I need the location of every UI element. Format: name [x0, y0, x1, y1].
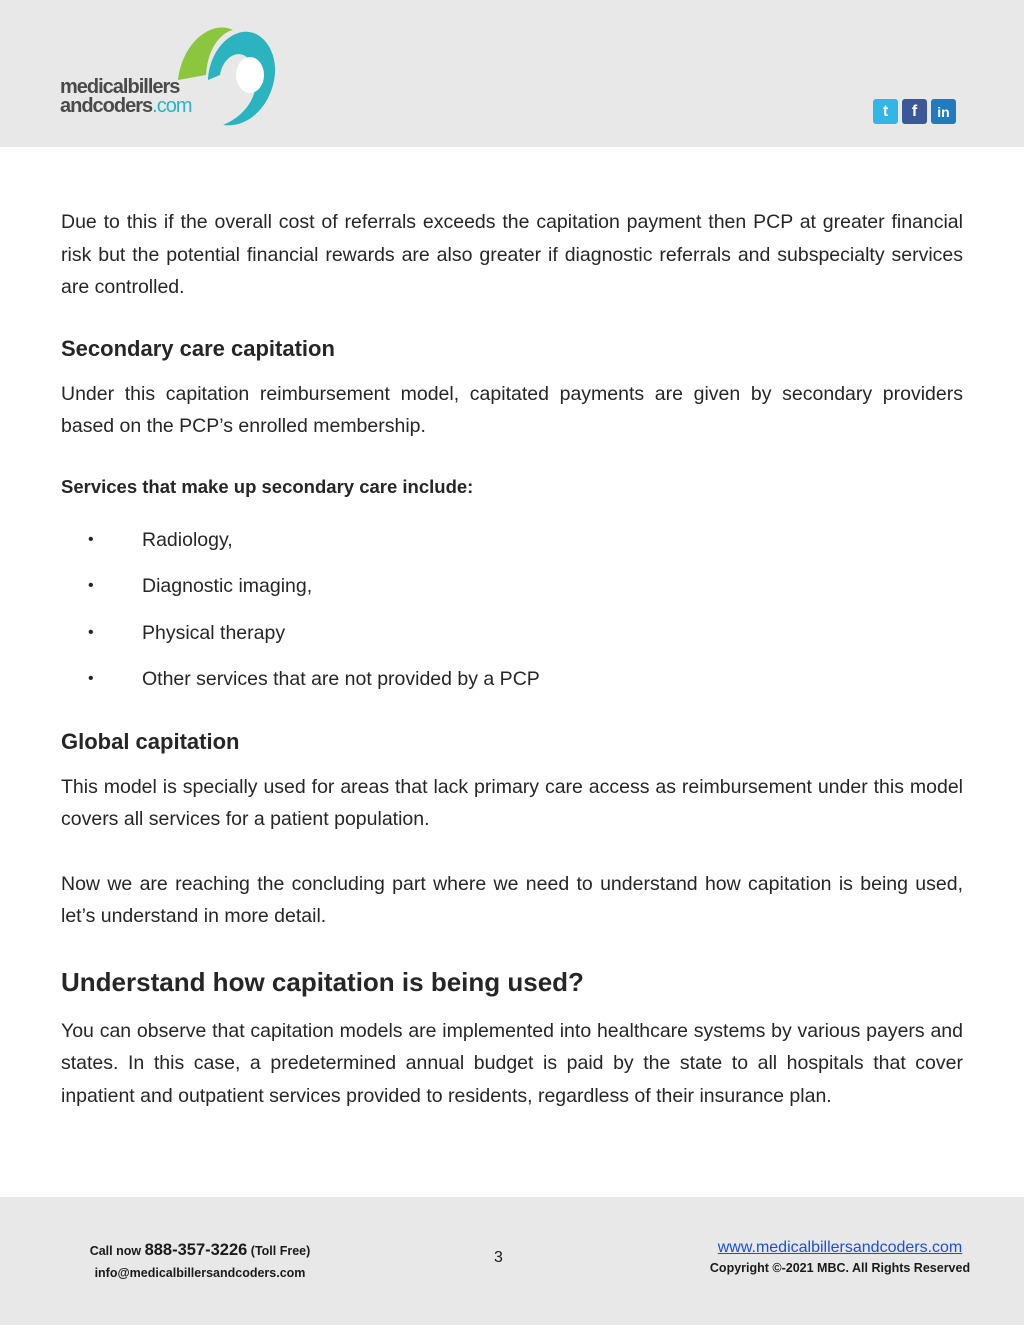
usage-paragraph: You can observe that capitation models are implemented into healthcare systems by various payers and states. In this case, a predetermined annual budget is paid by the state to all hospitals that cover inpatient and outpatient services provided to residents, regardless of their insurance plan.	[61, 1019, 963, 1107]
bullet-icon: •	[88, 577, 94, 594]
toll-free-label: (Toll Free)	[247, 1244, 311, 1258]
services-heading: Services that make up secondary care include:	[61, 475, 474, 497]
twitter-icon[interactable]: t	[873, 99, 898, 124]
facebook-icon[interactable]: f	[902, 99, 927, 124]
company-logo[interactable]	[58, 20, 298, 132]
website-link[interactable]: www.medicalbillersandcoders.com	[717, 1239, 963, 1256]
bullet-icon: •	[88, 670, 94, 687]
list-item	[61, 666, 963, 713]
logo-wordmark	[60, 78, 230, 116]
logo-line-2-text: andcoders	[60, 95, 153, 117]
contact-info	[60, 1239, 340, 1284]
services-list	[61, 527, 963, 713]
website-info	[690, 1237, 990, 1279]
linkedin-icon[interactable]: in	[931, 99, 956, 124]
social-links	[873, 99, 956, 124]
concluding-paragraph: Now we are reaching the concluding part where we need to understand how capitation is being used, let’s understand in more detail.	[61, 872, 963, 927]
logo-suffix: .com	[152, 95, 192, 117]
usage-heading: Understand how capitation is being used?	[61, 966, 584, 997]
call-line	[60, 1239, 340, 1262]
secondary-care-paragraph: Under this capitation reimbursement model, capitated payments are given by secondary providers based on the PCP’s enrolled membership.	[61, 382, 963, 437]
list-item	[61, 573, 963, 620]
page-header	[0, 0, 1024, 147]
list-item-text: Other services that are not provided by a PCP	[142, 668, 540, 690]
list-item-text: Physical therapy	[142, 621, 286, 644]
list-item	[61, 620, 963, 667]
list-item-text: Diagnostic imaging,	[142, 575, 313, 597]
bullet-icon: •	[88, 623, 94, 641]
logo-line-2	[60, 97, 230, 116]
page-footer	[0, 1197, 1024, 1325]
call-prefix: Call now	[89, 1244, 145, 1258]
list-item	[61, 527, 963, 574]
document-body	[61, 206, 963, 1112]
global-capitation-paragraph: This model is specially used for areas that lack primary care access as reimbursement under this model covers all services for a patient population.	[61, 775, 963, 830]
phone-number[interactable]: 888-357-3226	[144, 1241, 248, 1259]
global-capitation-heading: Global capitation	[61, 728, 240, 754]
logo-line-1: medicalbillers	[60, 76, 180, 98]
list-item-text: Radiology,	[142, 528, 233, 551]
copyright-text: Copyright ©-2021 MBC. All Rights Reserved	[709, 1261, 971, 1275]
secondary-care-heading: Secondary care capitation	[61, 335, 335, 361]
intro-paragraph: Due to this if the overall cost of referrals exceeds the capitation payment then PCP at greater financial risk but the potential financial rewards are also greater if diagnostic referrals and subspecialty services are controlled.	[61, 211, 963, 298]
bullet-icon: •	[88, 530, 94, 548]
page-number: 3	[494, 1249, 503, 1266]
email-link[interactable]: info@medicalbillersandcoders.com	[94, 1266, 306, 1280]
